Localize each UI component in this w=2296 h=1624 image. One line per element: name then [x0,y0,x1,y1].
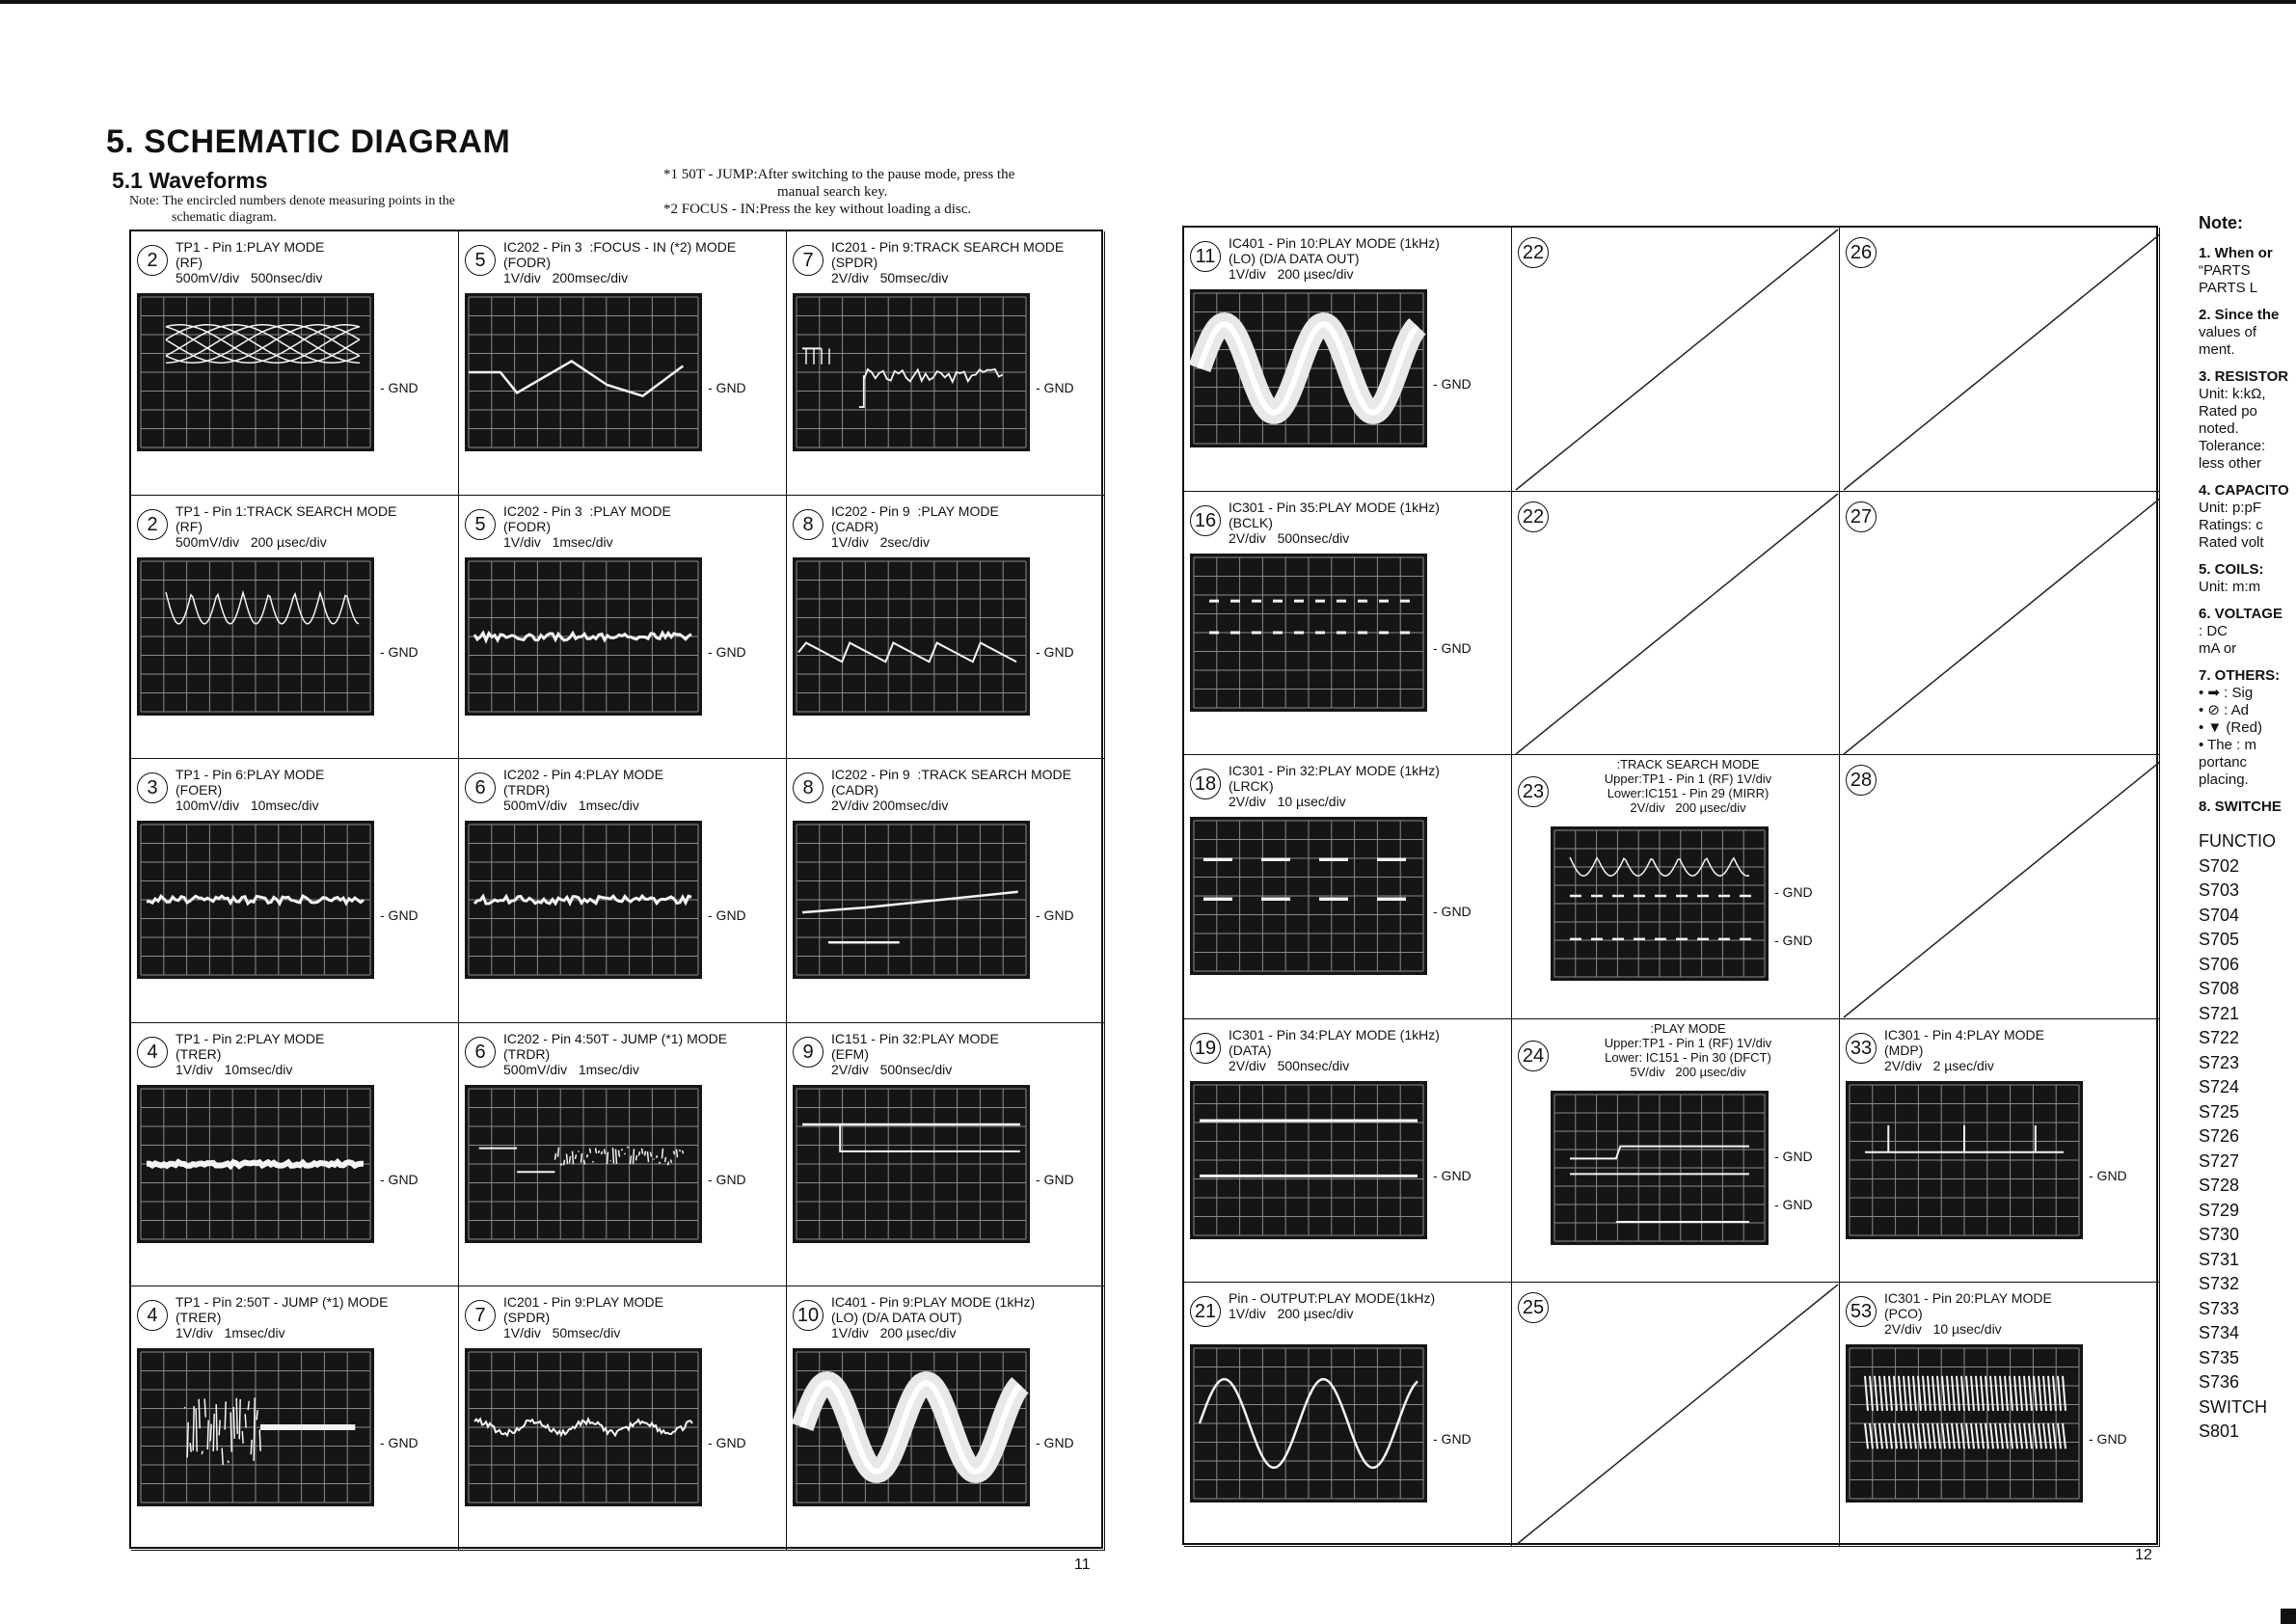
waveform-caption: Pin - OUTPUT:PLAY MODE(1kHz) 1V/div 200 µsec/div [1229,1290,1436,1322]
waveform-cell-right-11 [1840,1019,2160,1284]
measuring-point-number: 7 [793,245,824,276]
note-line: PARTS L [2199,280,2258,296]
section-title: 5.1 Waveforms [112,168,268,193]
switch-list-item: S703 [2199,880,2240,900]
gnd-label: - GND [1433,1167,1472,1183]
waveform-cell-right-14 [1840,1283,2160,1547]
switch-list-item: S704 [2199,905,2240,925]
oscilloscope-screen [137,821,374,979]
note-line: • ➡ : Sig [2199,685,2254,701]
oscilloscope-screen [793,1085,1030,1243]
waveform-caption: IC401 - Pin 10:PLAY MODE (1kHz) (LO) (D/A DATA OUT) 1V/div 200 µsec/div [1229,235,1440,282]
oscilloscope-screen [1190,1081,1427,1239]
gnd-label: - GND [708,1171,746,1187]
oscilloscope-screen [465,557,702,716]
blank-cell-diagonal [1512,492,1840,756]
waveform-caption: :PLAY MODE Upper:TP1 - Pin 1 (RF) 1V/div Lower: IC151 - Pin 30 (DFCT) 5V/div 200 µsec/div [1604,1020,1772,1079]
footnote-2: *2 FOCUS - IN:Press the key without loading a disc. [663,202,972,217]
waveform-cell-right-13 [1512,1283,1840,1547]
gnd-label: - GND [1036,643,1074,660]
measuring-point-number: 8 [793,772,824,803]
waveform-caption: IC202 - Pin 3 :FOCUS - IN (*2) MODE (FODR) 1V/div 200msec/div [503,239,737,285]
oscilloscope-screen [1190,817,1427,975]
gnd-label: - GND [2089,1167,2127,1183]
measuring-point-number: 25 [1518,1292,1549,1323]
waveform-cell-left-14 [787,1286,1105,1551]
gnd-label: - GND [1036,1171,1074,1187]
note-line: Tolerance: [2199,438,2266,454]
oscilloscope-screen [1190,554,1427,712]
switch-list-item: S705 [2199,930,2240,949]
note-line: 8. SWITCHE [2199,798,2282,815]
gnd-label: - GND [1433,904,1472,920]
notes-heading: Note: [2199,214,2243,232]
note-line: 1. When or [2199,245,2273,261]
note-line: Unit: m:m [2199,579,2261,595]
waveform-cell-left-11 [787,1023,1105,1287]
switch-list-item: FUNCTIO [2199,831,2276,851]
oscilloscope-screen [1551,826,1769,981]
waveform-caption: IC401 - Pin 9:PLAY MODE (1kHz) (LO) (D/A DATA OUT) 1V/div 200 µsec/div [831,1294,1036,1341]
note-line: placing. [2199,771,2249,788]
note-line: : DC [2199,623,2228,639]
switch-list-item: S734 [2199,1323,2240,1342]
waveform-caption: IC201 - Pin 9:PLAY MODE (SPDR) 1V/div 50msec/div [503,1294,663,1341]
measuring-point-number: 7 [465,1300,496,1331]
measuring-point-number: 19 [1190,1033,1221,1064]
waveform-caption: IC301 - Pin 34:PLAY MODE (1kHz) (DATA) 2V/div 500nsec/div [1229,1026,1440,1073]
waveform-cell-left-1 [459,231,787,496]
gnd-label: - GND [1774,884,1813,901]
note-line: 4. CAPACITO [2199,482,2289,499]
waveform-caption: TP1 - Pin 2:PLAY MODE (TRER) 1V/div 10msec/div [176,1030,325,1077]
measuring-point-number: 3 [137,772,168,803]
switch-list-item: SWITCH [2199,1396,2267,1417]
oscilloscope-screen [465,293,702,451]
footnotes [663,166,1097,218]
waveform-cell-left-10 [459,1023,787,1287]
measuring-point-number: 8 [793,509,824,540]
gnd-label: - GND [1433,1431,1472,1448]
waveform-grid-right [1182,226,2158,1545]
intro-note-line-2: schematic diagram. [172,210,277,225]
note-line: 2. Since the [2199,307,2280,323]
switch-list-item: S801 [2199,1421,2240,1441]
gnd-label: - GND [708,1435,746,1451]
oscilloscope-screen [1846,1344,2083,1502]
gnd-label: - GND [708,643,746,660]
gnd-label-lower: - GND [1774,933,1813,949]
measuring-point-number: 22 [1518,501,1549,532]
measuring-point-number: 6 [465,772,496,803]
waveform-cell-right-7 [1512,755,1840,1019]
gnd-label: - GND [380,380,419,395]
gnd-label: - GND [380,1171,419,1187]
switch-list-item: S708 [2199,979,2240,998]
top-border-line [0,0,2296,4]
measuring-point-number: 10 [793,1300,824,1331]
waveform-cell-left-6 [131,759,459,1023]
switch-list-item: S732 [2199,1274,2240,1293]
oscilloscope-screen [1190,1344,1427,1502]
measuring-point-number: 2 [137,245,168,276]
waveform-cell-left-8 [787,759,1105,1023]
waveform-cell-left-9 [131,1023,459,1287]
oscilloscope-screen [1551,1091,1769,1245]
waveform-caption: IC202 - Pin 3 :PLAY MODE (FODR) 1V/div 1msec/div [503,502,671,550]
waveform-caption: TP1 - Pin 1:PLAY MODE (RF) 500mV/div 500nsec/div [176,239,325,285]
waveform-grid-left [129,230,1103,1549]
oscilloscope-screen [793,1348,1030,1506]
waveform-cell-right-12 [1184,1283,1512,1547]
oscilloscope-screen [137,1085,374,1243]
waveform-cell-left-4 [459,496,787,760]
switch-list-item: S722 [2199,1028,2240,1047]
waveform-cell-left-3 [131,496,459,760]
measuring-point-number: 5 [465,509,496,540]
switch-list-item: S735 [2199,1347,2240,1367]
waveform-cell-left-12 [131,1286,459,1551]
gnd-label: - GND [1433,639,1472,656]
gnd-label: - GND [708,907,746,924]
measuring-point-number: 24 [1518,1041,1549,1071]
measuring-point-number: 27 [1846,501,1877,532]
switch-list-item: S726 [2199,1126,2240,1146]
oscilloscope-screen [465,821,702,979]
gnd-label: - GND [2089,1431,2127,1448]
gnd-label: - GND [380,907,419,924]
switch-list-item: S702 [2199,855,2240,876]
note-line: • ▼ (Red) [2199,719,2262,736]
page-title: 5. SCHEMATIC DIAGRAM [106,123,511,160]
blank-cell-diagonal [1840,228,2160,492]
oscilloscope-screen [465,1085,702,1243]
switch-list-item: S729 [2199,1200,2240,1220]
switch-list-item: S724 [2199,1077,2240,1096]
switch-list [2199,829,2296,1445]
oscilloscope-screen [1190,289,1427,447]
gnd-label: - GND [1774,1148,1813,1164]
oscilloscope-screen [793,821,1030,979]
waveform-cell-right-1 [1512,228,1840,492]
footnote-1-continued: manual search key. [777,184,888,200]
oscilloscope-screen [137,1348,374,1506]
intro-note [129,193,592,226]
note-line: Rated volt [2199,534,2264,551]
measuring-point-number: 22 [1518,237,1549,268]
note-line: Unit: p:pF [2199,500,2262,516]
waveform-caption: IC201 - Pin 9:TRACK SEARCH MODE (SPDR) 2V/div 50msec/div [831,239,1065,285]
note-line: values of [2199,324,2257,340]
gnd-label: - GND [708,380,746,395]
notes-items [2199,245,2296,816]
note-line: • ⊘ : Ad [2199,702,2250,718]
waveform-caption: TP1 - Pin 2:50T - JUMP (*1) MODE (TRER) 1V/div 1msec/div [176,1294,389,1341]
measuring-point-number: 53 [1846,1296,1877,1327]
page-number-left: 11 [1074,1556,1091,1573]
waveform-cell-left-0 [131,231,459,496]
waveform-caption: :TRACK SEARCH MODE Upper:TP1 - Pin 1 (RF) 1V/div Lower:IC151 - Pin 29 (MIRR) 2V/div 200 µsec/div [1604,757,1772,816]
waveform-cell-right-4 [1512,492,1840,756]
measuring-point-number: 21 [1190,1296,1221,1327]
footnote-1: *1 50T - JUMP:After switching to the pause mode, press the [663,167,1015,182]
gnd-label-lower: - GND [1774,1196,1813,1212]
switch-list-item: S725 [2199,1101,2240,1122]
corner-mark [2281,1609,2296,1624]
blank-cell-diagonal [1840,492,2160,756]
note-line: Rated po [2199,403,2257,420]
note-line: Ratings: c [2199,517,2263,533]
waveform-cell-right-0 [1184,228,1512,492]
oscilloscope-screen [1846,1081,2083,1239]
waveform-caption: IC301 - Pin 32:PLAY MODE (1kHz) (LRCK) 2V/div 10 µsec/div [1229,763,1440,810]
measuring-point-number: 18 [1190,769,1221,799]
waveform-caption: IC151 - Pin 32:PLAY MODE (EFM) 2V/div 500nsec/div [831,1030,999,1077]
switch-list-item: S733 [2199,1298,2240,1318]
waveform-cell-right-8 [1840,755,2160,1019]
switch-list-item: S727 [2199,1150,2240,1171]
waveform-caption: IC202 - Pin 4:PLAY MODE (TRDR) 500mV/div 1msec/div [503,767,663,814]
note-line: 6. VOLTAGE [2199,606,2282,622]
measuring-point-number: 4 [137,1300,168,1331]
note-line: 7. OTHERS: [2199,667,2281,684]
note-line: noted. [2199,420,2239,437]
waveform-cell-right-6 [1184,755,1512,1019]
notes-sidebar [2199,214,2296,1445]
measuring-point-number: 16 [1190,505,1221,536]
waveform-caption: TP1 - Pin 6:PLAY MODE (FOER) 100mV/div 10msec/div [176,767,325,814]
waveform-caption: IC202 - Pin 9 :TRACK SEARCH MODE (CADR) 2V/div 200msec/div [831,767,1071,814]
waveform-caption: TP1 - Pin 1:TRACK SEARCH MODE (RF) 500mV/div 200 µsec/div [176,502,397,550]
measuring-point-number: 2 [137,509,168,540]
switch-list-item: S728 [2199,1176,2240,1195]
waveform-caption: IC301 - Pin 35:PLAY MODE (1kHz) (BCLK) 2V/div 500nsec/div [1229,499,1440,546]
measuring-point-number: 5 [465,245,496,276]
intro-note-line-1: Note: The encircled numbers denote measuring points in the [129,194,455,208]
gnd-label: - GND [1433,376,1472,392]
waveform-caption: IC301 - Pin 4:PLAY MODE (MDP) 2V/div 2 µsec/div [1884,1026,2044,1073]
blank-cell-diagonal [1840,755,2160,1019]
oscilloscope-screen [793,293,1030,451]
measuring-point-number: 6 [465,1037,496,1068]
note-line: Unit: k:kΩ, [2199,386,2266,402]
note-line: mA or [2199,640,2237,657]
note-line: less other [2199,455,2262,472]
note-line: 5. COILS: [2199,561,2264,578]
oscilloscope-screen [137,557,374,716]
waveform-cell-right-10 [1512,1019,1840,1284]
waveform-cell-right-5 [1840,492,2160,756]
waveform-cell-left-13 [459,1286,787,1551]
page-number-right: 12 [2135,1547,2152,1563]
waveform-cell-left-2 [787,231,1105,496]
waveform-cell-left-7 [459,759,787,1023]
gnd-label: - GND [1036,1435,1074,1451]
blank-cell-diagonal [1512,228,1840,492]
switch-list-item: S736 [2199,1372,2240,1392]
measuring-point-number: 4 [137,1037,168,1068]
switch-list-item: S731 [2199,1249,2240,1269]
blank-cell-diagonal [1512,1283,1840,1547]
note-line: • The : m [2199,737,2256,753]
switch-list-item: S730 [2199,1225,2240,1244]
waveform-cell-right-9 [1184,1019,1512,1284]
switch-list-item: S723 [2199,1052,2240,1072]
waveform-cell-right-3 [1184,492,1512,756]
note-line: 3. RESISTOR [2199,368,2289,385]
note-line: portanc [2199,754,2248,771]
gnd-label: - GND [380,1435,419,1451]
gnd-label: - GND [1036,907,1074,924]
waveform-caption: IC202 - Pin 9 :PLAY MODE (CADR) 1V/div 2sec/div [831,502,999,550]
measuring-point-number: 33 [1846,1033,1877,1064]
gnd-label: - GND [1036,380,1074,395]
waveform-caption: IC202 - Pin 4:50T - JUMP (*1) MODE (TRDR) 500mV/div 1msec/div [503,1030,728,1077]
note-line: “PARTS [2199,262,2251,279]
switch-list-item: S706 [2199,954,2240,974]
gnd-label: - GND [380,643,419,660]
waveform-cell-left-5 [787,496,1105,760]
measuring-point-number: 26 [1846,237,1877,268]
oscilloscope-screen [793,557,1030,716]
waveform-cell-right-2 [1840,228,2160,492]
waveform-caption: IC301 - Pin 20:PLAY MODE (PCO) 2V/div 10 µsec/div [1884,1290,2052,1338]
oscilloscope-screen [137,293,374,451]
note-line: ment. [2199,341,2235,358]
measuring-point-number: 23 [1518,776,1549,807]
switch-list-item: S721 [2199,1003,2240,1023]
oscilloscope-screen [465,1348,702,1506]
measuring-point-number: 28 [1846,765,1877,796]
measuring-point-number: 11 [1190,241,1221,272]
measuring-point-number: 9 [793,1037,824,1068]
